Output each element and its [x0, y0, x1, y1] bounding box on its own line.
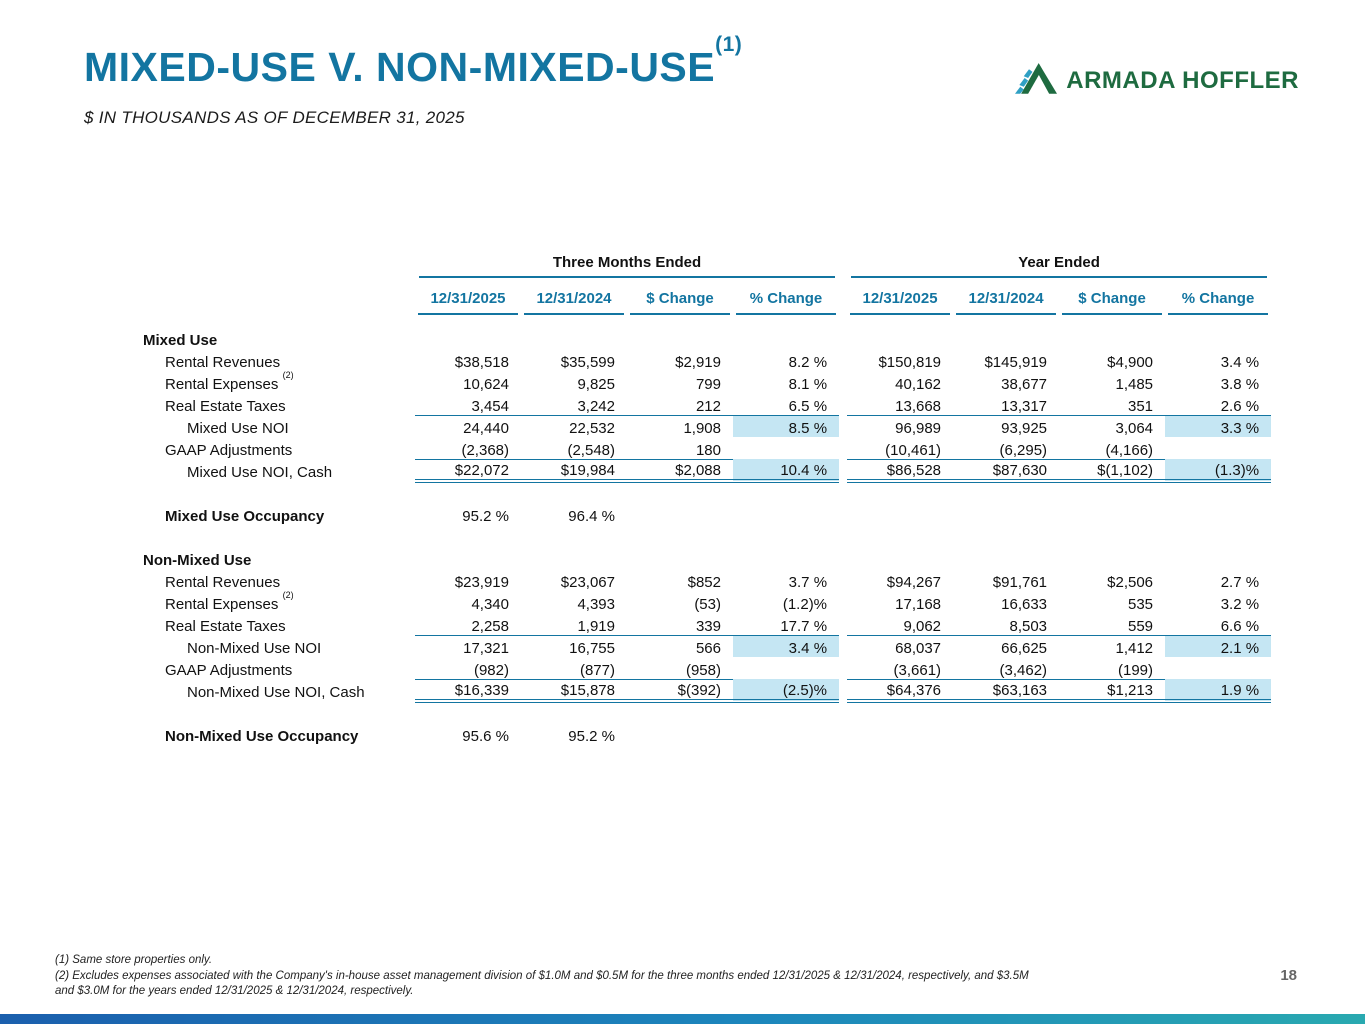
cell: 13,668	[847, 393, 953, 415]
cell: $852	[687, 574, 721, 591]
cell: $145,919	[984, 354, 1048, 371]
page-number: 18	[1280, 967, 1297, 984]
cell	[1165, 547, 1271, 569]
bottom-accent-bar	[0, 1014, 1365, 1024]
col-header: % Change	[1168, 290, 1268, 315]
cell: (958)	[627, 657, 733, 679]
cell	[733, 657, 839, 679]
total-row	[143, 459, 1271, 481]
cell: 3.4 %	[1220, 354, 1260, 371]
cell: 3,064	[1115, 420, 1154, 437]
col-header: $ Change	[630, 290, 730, 315]
cell	[733, 503, 839, 525]
cell: 1,412	[1115, 640, 1154, 657]
section-label: Mixed Use	[143, 332, 218, 349]
cell: $15,878	[521, 679, 627, 701]
cell: (1.2)%	[782, 596, 828, 613]
cell	[415, 327, 521, 349]
cell	[627, 723, 733, 745]
logo-wordmark: ARMADA HOFFLER	[1066, 66, 1299, 94]
group-header-row	[143, 254, 1271, 278]
cell: $(1,102)	[1059, 459, 1165, 481]
cell	[1165, 657, 1271, 679]
cell	[521, 327, 627, 349]
cell: $64,376	[847, 679, 953, 701]
row-label: Real Estate Taxes	[165, 618, 286, 635]
cell: 559	[1059, 613, 1165, 635]
cell: 96,989	[895, 420, 942, 437]
cell: 3.7 %	[788, 574, 828, 591]
row-label: Mixed Use NOI	[187, 420, 289, 437]
cell	[847, 547, 953, 569]
footnote-1: (1) Same store properties only.	[55, 954, 213, 967]
cell: 6.5 %	[733, 393, 839, 415]
row-label: GAAP Adjustments	[165, 442, 293, 459]
cell: $63,163	[953, 679, 1059, 701]
cell: $16,339	[415, 679, 521, 701]
cell: 351	[1059, 393, 1165, 415]
col-header: 12/31/2024	[956, 290, 1056, 315]
cell: 1,908	[683, 420, 721, 437]
cell	[415, 547, 521, 569]
cell: 13,317	[953, 393, 1059, 415]
cell: (982)	[415, 657, 521, 679]
cell: 8,503	[953, 613, 1059, 635]
cell	[733, 327, 839, 349]
comparison-table	[143, 254, 1271, 745]
cell: 68,037	[895, 640, 942, 657]
col-header: 12/31/2025	[418, 290, 518, 315]
subtotal-row	[143, 635, 1271, 657]
cell: 6.6 %	[1165, 613, 1271, 635]
cell: 95.2 %	[568, 728, 615, 745]
cell-highlighted: (1.3)%	[1165, 459, 1271, 481]
cell	[847, 723, 953, 745]
cell: $23,919	[454, 574, 509, 591]
cell	[1059, 723, 1165, 745]
cell: 3.8 %	[1220, 376, 1260, 393]
cell: (6,295)	[953, 437, 1059, 459]
cell	[627, 503, 733, 525]
cell	[953, 503, 1059, 525]
cell: 4,340	[471, 596, 509, 613]
row-label: Rental Expenses $^{(2)}$	[165, 590, 294, 613]
cell: $2,506	[1107, 574, 1154, 591]
cell: 9,062	[847, 613, 953, 635]
cell-highlighted: 2.1 %	[1165, 635, 1271, 657]
cell	[733, 723, 839, 745]
cell: 17,321	[463, 640, 509, 657]
page-subtitle: $ IN THOUSANDS AS OF DECEMBER 31, 2025	[84, 108, 465, 127]
cell: 38,677	[1001, 376, 1048, 393]
cell: 93,925	[1001, 420, 1048, 437]
cell: 2.6 %	[1165, 393, 1271, 415]
cell: 16,633	[1001, 596, 1048, 613]
cell	[627, 547, 733, 569]
cell: $35,599	[560, 354, 615, 371]
occupancy-row	[143, 503, 1271, 525]
cell: 535	[1128, 596, 1154, 613]
cell: $2,919	[675, 354, 721, 371]
row-label: Real Estate Taxes	[165, 398, 286, 415]
footnotes	[55, 953, 1045, 1000]
cell: 4,393	[577, 596, 615, 613]
cell: 3.2 %	[1220, 596, 1260, 613]
row-label: Mixed Use NOI, Cash	[187, 464, 333, 481]
cell: (877)	[521, 657, 627, 679]
cell: (4,166)	[1059, 437, 1165, 459]
cell: 22,532	[569, 420, 615, 437]
cell: (2,368)	[415, 437, 521, 459]
cell: 180	[627, 437, 733, 459]
cell	[1165, 723, 1271, 745]
row-label: Rental Revenues	[165, 574, 281, 591]
cell: 8.2 %	[788, 354, 828, 371]
row-label: Rental Expenses $^{(2)}$	[165, 370, 294, 393]
column-header-row	[143, 278, 1271, 315]
cell: 8.1 %	[788, 376, 828, 393]
cell	[847, 503, 953, 525]
cell: $94,267	[886, 574, 942, 591]
table-row	[143, 569, 1271, 591]
cell	[1165, 503, 1271, 525]
cell-highlighted: 8.5 %	[733, 415, 839, 437]
cell: 566	[695, 640, 721, 657]
cell: 10,624	[463, 376, 509, 393]
cell: 1,919	[521, 613, 627, 635]
row-label: Mixed Use Occupancy	[165, 508, 325, 525]
cell: 96.4 %	[568, 508, 615, 525]
page-title	[84, 33, 743, 91]
cell: (199)	[1059, 657, 1165, 679]
table-row	[143, 613, 1271, 635]
cell: $19,984	[521, 459, 627, 481]
page-title-text: MIXED-USE V. NON-MIXED-USE	[84, 44, 716, 90]
table-row	[143, 657, 1271, 679]
cell: (2,548)	[521, 437, 627, 459]
row-label: GAAP Adjustments	[165, 662, 293, 679]
cell	[1165, 437, 1271, 459]
group-header-year: Year Ended	[851, 254, 1267, 278]
cell	[953, 547, 1059, 569]
cell: 1,485	[1115, 376, 1154, 393]
table-row	[143, 591, 1271, 613]
section-header-row	[143, 547, 1271, 569]
cell: 212	[627, 393, 733, 415]
table-row	[143, 393, 1271, 415]
col-header: 12/31/2024	[524, 290, 624, 315]
cell: (3,661)	[847, 657, 953, 679]
cell: (53)	[694, 596, 721, 613]
cell: 9,825	[577, 376, 615, 393]
row-label: Non-Mixed Use NOI, Cash	[187, 684, 365, 701]
cell: $1,213	[1059, 679, 1165, 701]
cell	[953, 723, 1059, 745]
occupancy-row	[143, 723, 1271, 745]
cell: 2.7 %	[1220, 574, 1260, 591]
cell: 17,168	[895, 596, 942, 613]
cell	[1165, 327, 1271, 349]
cell	[953, 327, 1059, 349]
cell-highlighted: (2.5)%	[733, 679, 839, 701]
cell: $38,518	[454, 354, 509, 371]
cell: $150,819	[878, 354, 942, 371]
table-row	[143, 437, 1271, 459]
cell: 799	[695, 376, 721, 393]
table-row	[143, 371, 1271, 393]
cell-highlighted: 10.4 %	[733, 459, 839, 481]
armada-hoffler-logo-icon	[1015, 62, 1057, 99]
cell: 2,258	[415, 613, 521, 635]
cell	[733, 547, 839, 569]
section-label: Non-Mixed Use	[143, 552, 252, 569]
row-label: Non-Mixed Use Occupancy	[165, 728, 359, 745]
cell: (3,462)	[953, 657, 1059, 679]
section-header-row	[143, 327, 1271, 349]
cell: 24,440	[463, 420, 509, 437]
cell: 17.7 %	[733, 613, 839, 635]
table-row	[143, 349, 1271, 371]
cell: 3,454	[415, 393, 521, 415]
cell	[1059, 503, 1165, 525]
cell: $(392)	[627, 679, 733, 701]
cell-highlighted: 1.9 %	[1165, 679, 1271, 701]
cell: $86,528	[847, 459, 953, 481]
cell: $23,067	[560, 574, 615, 591]
cell	[521, 547, 627, 569]
cell: 3,242	[521, 393, 627, 415]
cell: 16,755	[569, 640, 615, 657]
cell: 40,162	[895, 376, 942, 393]
cell	[847, 327, 953, 349]
cell: $4,900	[1107, 354, 1154, 371]
armada-hoffler-logo	[1015, 62, 1299, 99]
cell: 95.2 %	[462, 508, 509, 525]
footnote-2: (2) Excludes expenses associated with the Company's in-house asset management division of $1.0M and $0.5M for the three months ended 12/31/2025 & 12/31/2024, respectively, and $3.5M and $3.0M for the years ended 12/31/2025 & 12/31/2024, respectively.	[55, 969, 1029, 998]
col-header: % Change	[736, 290, 836, 315]
cell: $22,072	[415, 459, 521, 481]
cell	[1059, 327, 1165, 349]
cell	[733, 437, 839, 459]
cell: 339	[627, 613, 733, 635]
cell	[1059, 547, 1165, 569]
col-header: $ Change	[1062, 290, 1162, 315]
cell: 66,625	[1001, 640, 1048, 657]
group-header-three-months: Three Months Ended	[419, 254, 835, 278]
cell: $2,088	[627, 459, 733, 481]
cell: $91,761	[992, 574, 1048, 591]
page-title-footnote-ref: (1)	[715, 33, 743, 57]
cell: $87,630	[953, 459, 1059, 481]
cell-highlighted: 3.4 %	[733, 635, 839, 657]
cell: 95.6 %	[462, 728, 509, 745]
cell: (10,461)	[847, 437, 953, 459]
cell	[627, 327, 733, 349]
row-label: Rental Revenues	[165, 354, 281, 371]
total-row	[143, 679, 1271, 701]
cell-highlighted: 3.3 %	[1165, 415, 1271, 437]
row-label: Non-Mixed Use NOI	[187, 640, 322, 657]
col-header: 12/31/2025	[850, 290, 950, 315]
subtotal-row	[143, 415, 1271, 437]
